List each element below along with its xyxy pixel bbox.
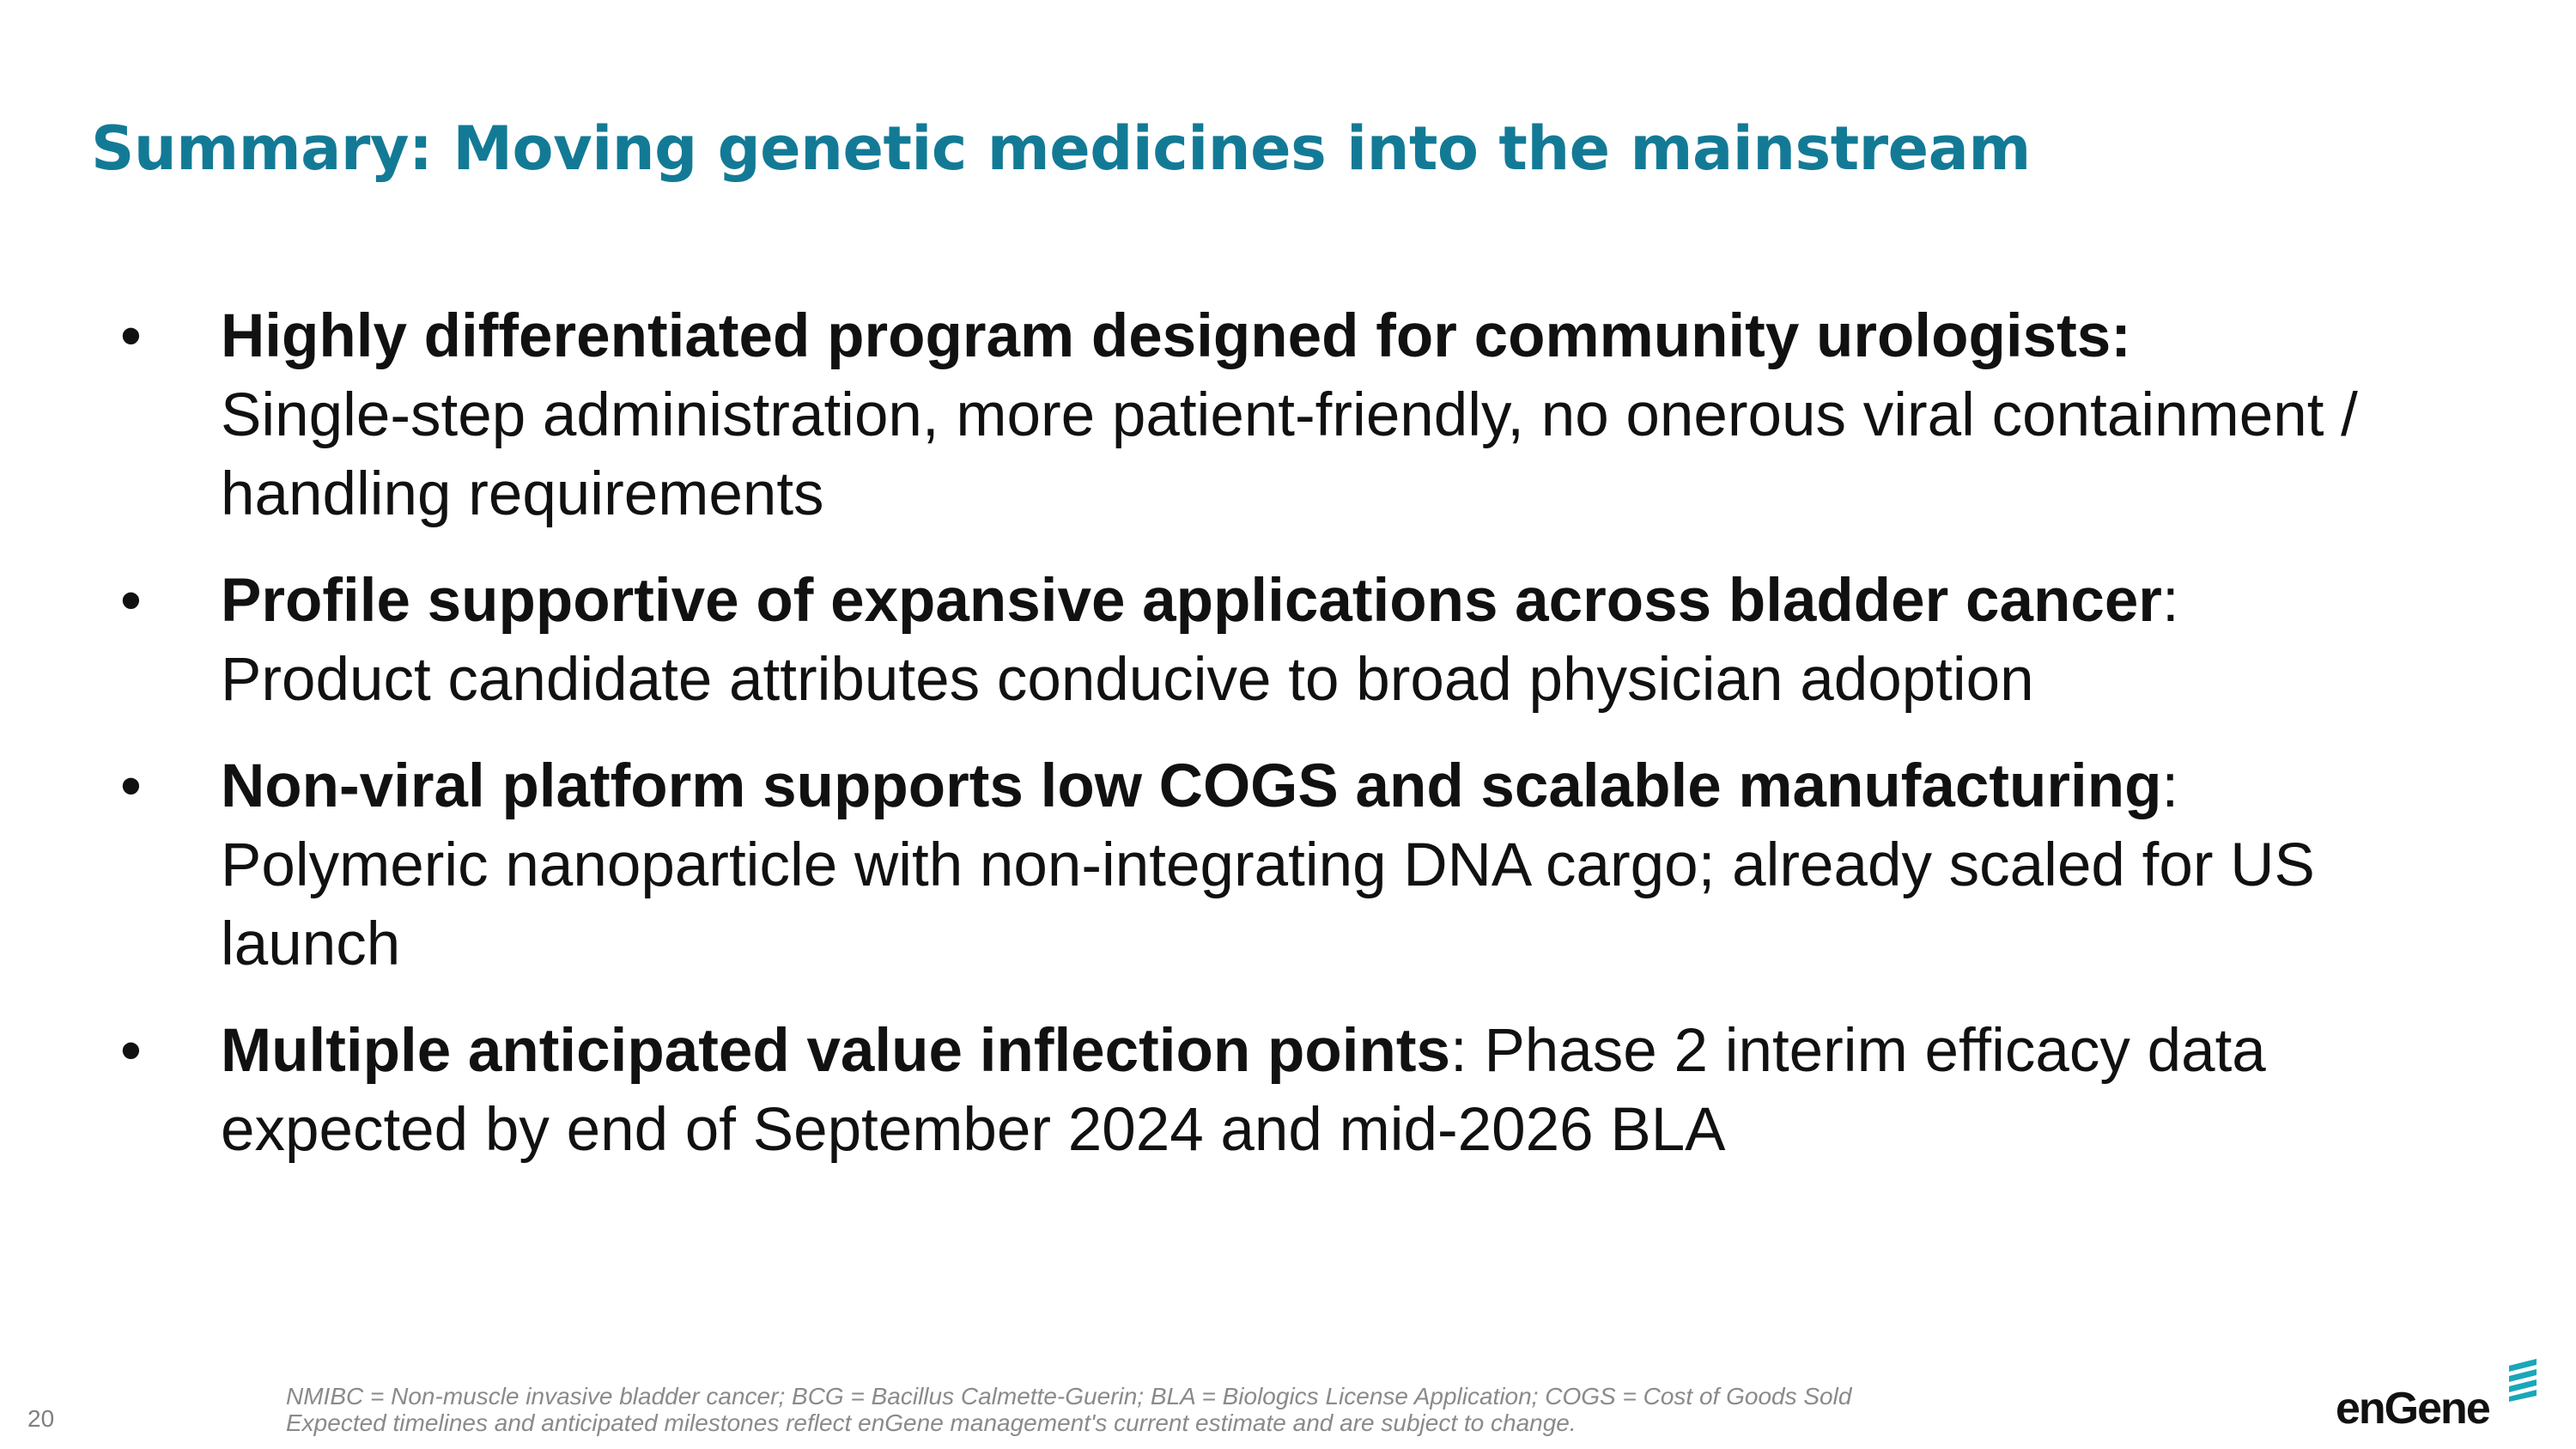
bullet-heading: Highly differentiated program designed for community urologists: <box>221 302 2131 370</box>
bullet-item <box>0 747 2436 984</box>
bullet-text: Phase 2 interim efficacy data expected by end of September 2024 and mid-2026 BLA <box>221 1017 2266 1164</box>
bullet-text: Single-step administration, more patient-friendly, no onerous viral containment / handling requirements <box>221 381 2358 528</box>
bullet-marker: • <box>120 1017 142 1085</box>
stacked-bars-logo-icon <box>2506 1357 2540 1402</box>
page-number: 20 <box>27 1405 55 1432</box>
bullet-heading: Profile supportive of expansive applications across bladder cancer <box>221 567 2162 635</box>
bullet-item <box>0 1012 2436 1170</box>
bullet-marker: • <box>120 302 142 370</box>
bullet-text: Product candidate attributes conducive to broad physician adoption <box>221 646 2034 714</box>
bullet-text: Polymeric nanoparticle with non-integrating DNA cargo; already scaled for US launch <box>221 831 2315 978</box>
bullet-heading: Multiple anticipated value inflection points <box>221 1017 1450 1085</box>
bullet-separator: : <box>2161 752 2179 820</box>
logo-wordmark: enGene <box>2336 1384 2489 1434</box>
bullet-separator: : <box>1449 1017 1467 1085</box>
footnotes <box>286 1383 1851 1436</box>
slide-title: Summary: Moving genetic medicines into the mainstream <box>91 113 2031 184</box>
bullet-marker: • <box>120 752 142 820</box>
bullet-separator: : <box>2161 567 2179 635</box>
bullet-marker: • <box>120 567 142 635</box>
bullet-item <box>0 562 2436 720</box>
company-logo <box>2336 1357 2542 1434</box>
footnote-abbreviations: NMIBC = Non-muscle invasive bladder cancer; BCG = Bacillus Calmette-Guerin; BLA = Biologics License Application; COGS = Cost of Goods Sold <box>286 1383 1852 1409</box>
bullet-heading: Non-viral platform supports low COGS and scalable manufacturing <box>221 752 2162 820</box>
bullet-list <box>0 297 2490 1197</box>
footnote-disclaimer: Expected timelines and anticipated milestones reflect enGene management's current estimate and are subject to change. <box>286 1409 1577 1436</box>
bullet-item <box>0 297 2436 534</box>
